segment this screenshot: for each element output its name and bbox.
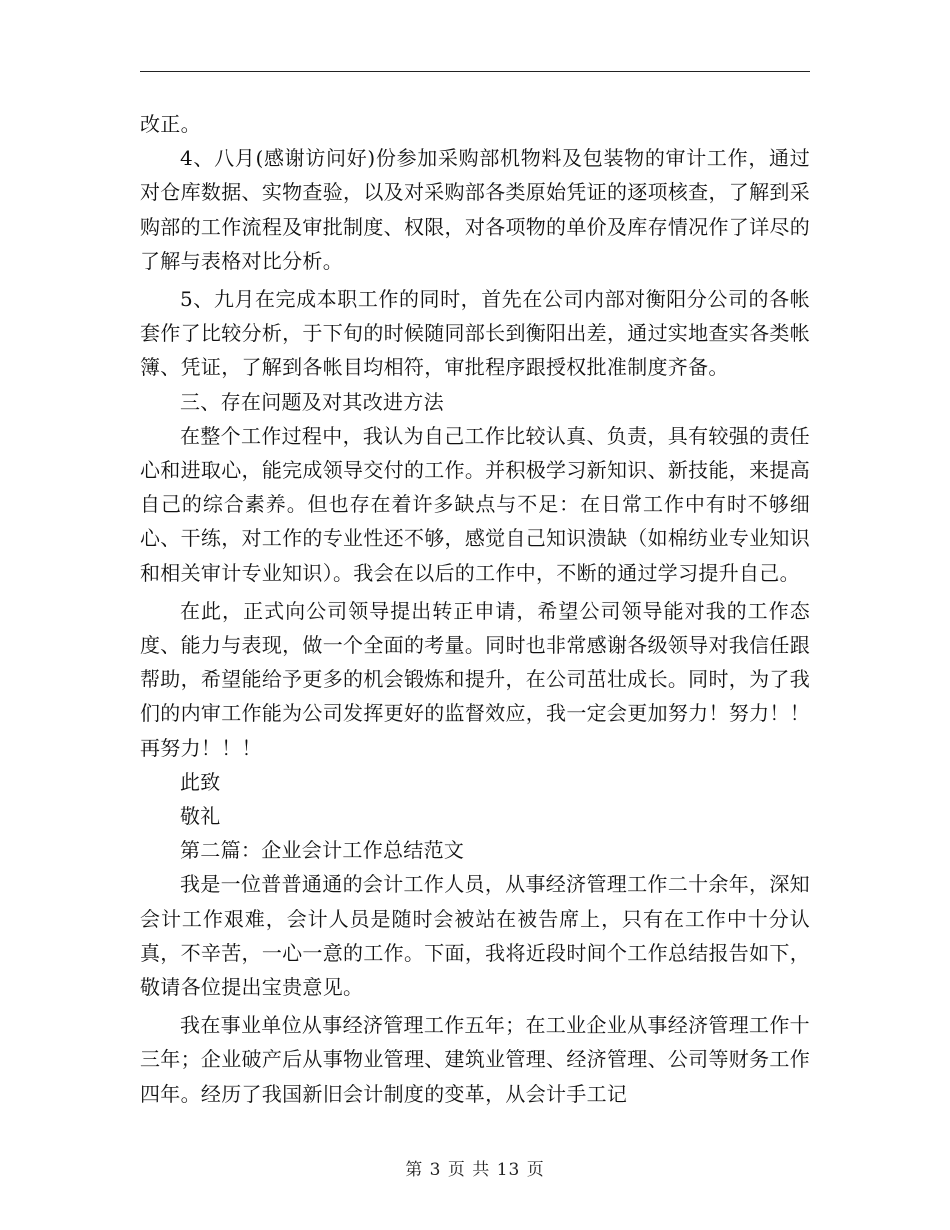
footer-total-word: 共	[472, 1160, 491, 1180]
header-rule	[140, 71, 810, 72]
paragraph-5: 在此，正式向公司领导提出转正申请，希望公司领导能对我的工作态度、能力与表现，做一个全面的考量。同时也非常感谢各级领导对我信任跟帮助，希望能给予更多的机会锻炼和提升，在公司茁壮成长。同时，为了我们的内审工作能为公司发挥更好的监督效应，我一定会更加努力！努力！！再努力！！！	[140, 598, 810, 760]
closing-regards: 敬礼	[180, 804, 221, 829]
footer-suffix: 页	[526, 1160, 545, 1180]
total-pages-number: 13	[496, 1160, 521, 1180]
page-footer	[0, 1155, 950, 1180]
current-page-number: 3	[429, 1160, 442, 1180]
paragraph-1: 改正。	[140, 112, 201, 136]
paragraph-7: 我在事业单位从事经济管理工作五年；在工业企业从事经济管理工作十三年；企业破产后从事物业管理、建筑业管理、经济管理、公司等财务工作四年。经历了我国新旧会计制度的变革，从会计手工记	[140, 1013, 810, 1106]
paragraph-2: 4、八月(感谢访问好)份参加采购部机物料及包装物的审计工作，通过对仓库数据、实物查验，以及对采购部各类原始凭证的逐项核查，了解到采购部的工作流程及审批制度、权限，对各项物的单价及库存情况作了详尽的了解与表格对比分析。	[140, 146, 810, 273]
section-heading: 三、存在问题及对其改进方法	[180, 389, 444, 414]
paragraph-4: 在整个工作过程中，我认为自己工作比较认真、负责，具有较强的责任心和进取心，能完成领导交付的工作。并积极学习新知识、新技能，来提高自己的综合素养。但也存在着许多缺点与不足：在日常工作中有时不够细心、干练，对工作的专业性还不够，感觉自己知识溃缺（如棉纺业专业知识和相关审计专业知识）。我会在以后的工作中，不断的通过学习提升自己。	[140, 423, 810, 585]
closing-salutation: 此致	[180, 769, 221, 794]
paragraph-3: 5、九月在完成本职工作的同时，首先在公司内部对衡阳分公司的各帐套作了比较分析，于下旬的时候随同部长到衡阳出差，通过实地查实各类帐簿、凭证，了解到各帐目均相符，审批程序跟授权批准制度齐备。	[140, 287, 810, 380]
document-body	[140, 107, 810, 1111]
part-two-title: 第二篇：企业会计工作总结范文	[180, 838, 465, 863]
footer-page-word: 页	[447, 1160, 466, 1180]
footer-prefix: 第	[405, 1160, 424, 1180]
paragraph-6: 我是一位普普通通的会计工作人员，从事经济管理工作二十余年，深知会计工作艰难，会计人员是随时会被站在被告席上，只有在工作中十分认真，不辛苦，一心一意的工作。下面，我将近段时间个工作总结报告如下，敬请各位提出宝贵意见。	[140, 872, 810, 1000]
